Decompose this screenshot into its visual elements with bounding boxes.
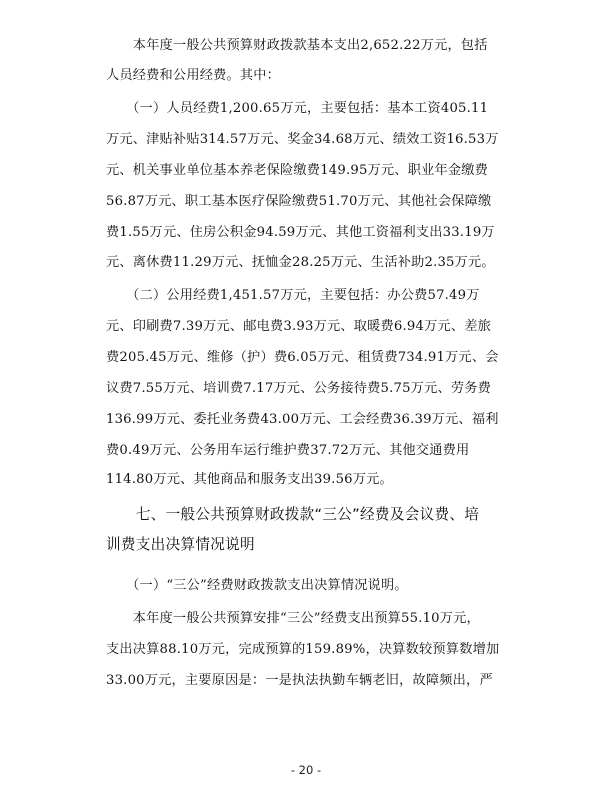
body-text-line: 136.99万元、委托业务费43.00万元、工会经费36.39万元、福利 [106,412,499,427]
body-text-line: 33.00万元，主要原因是：一是执法执勤车辆老旧，故障频出，严 [106,673,493,688]
body-text-line: 费0.49万元、公务用车运行维护费37.72万元、其他交通费用 [106,443,470,458]
body-text-line: 费205.45万元、维修（护）费6.05万元、租赁费734.91万元、会 [106,350,499,365]
body-text-line: 支出决算88.10万元，完成预算的159.89%，决算数较预算数增加 [106,642,500,657]
body-text-line: 人员经费和公用经费。其中： [106,68,281,83]
body-text-line: 本年度一般公共预算安排“三公”经费支出预算55.10万元， [106,611,480,626]
body-text-line: 费1.55万元、住房公积金94.59万元、其他工资福利支出33.19万 [106,225,495,240]
section-heading: 训费支出决算情况说明 [106,536,255,553]
body-text-line: （二）公用经费1,451.57万元，主要包括：办公费57.49万 [106,288,480,303]
body-text-line: 本年度一般公共预算财政拨款基本支出2,652.22万元，包括 [106,38,488,53]
subsection-title: （一）“三公”经费财政拨款支出决算情况说明。 [106,578,408,593]
section-heading: 七、一般公共预算财政拨款“三公”经费及会议费、培 [106,506,480,523]
body-text-line: 114.80万元、其他商品和服务支出39.56万元。 [106,472,393,487]
page-number: - 20 - [290,763,322,777]
body-text-line: 元、印刷费7.39万元、邮电费3.93万元、取暖费6.94万元、差旅 [106,319,492,334]
body-text-line: 元、机关事业单位基本养老保险缴费149.95万元、职业年金缴费 [106,163,489,178]
body-text-line: （一）人员经费1,200.65万元，主要包括：基本工资405.11 [106,101,489,116]
body-text-line: 元、离休费11.29万元、抚恤金28.25万元、生活补助2.35万元。 [106,255,495,270]
body-text-line: 56.87万元、职工基本医疗保险缴费51.70万元、其他社会保障缴 [106,194,492,209]
body-text-line: 万元、津贴补贴314.57万元、奖金34.68万元、绩效工资16.53万 [106,132,499,147]
body-text-line: 议费7.55万元、培训费7.17万元、公务接待费5.75万元、劳务费 [106,381,492,396]
